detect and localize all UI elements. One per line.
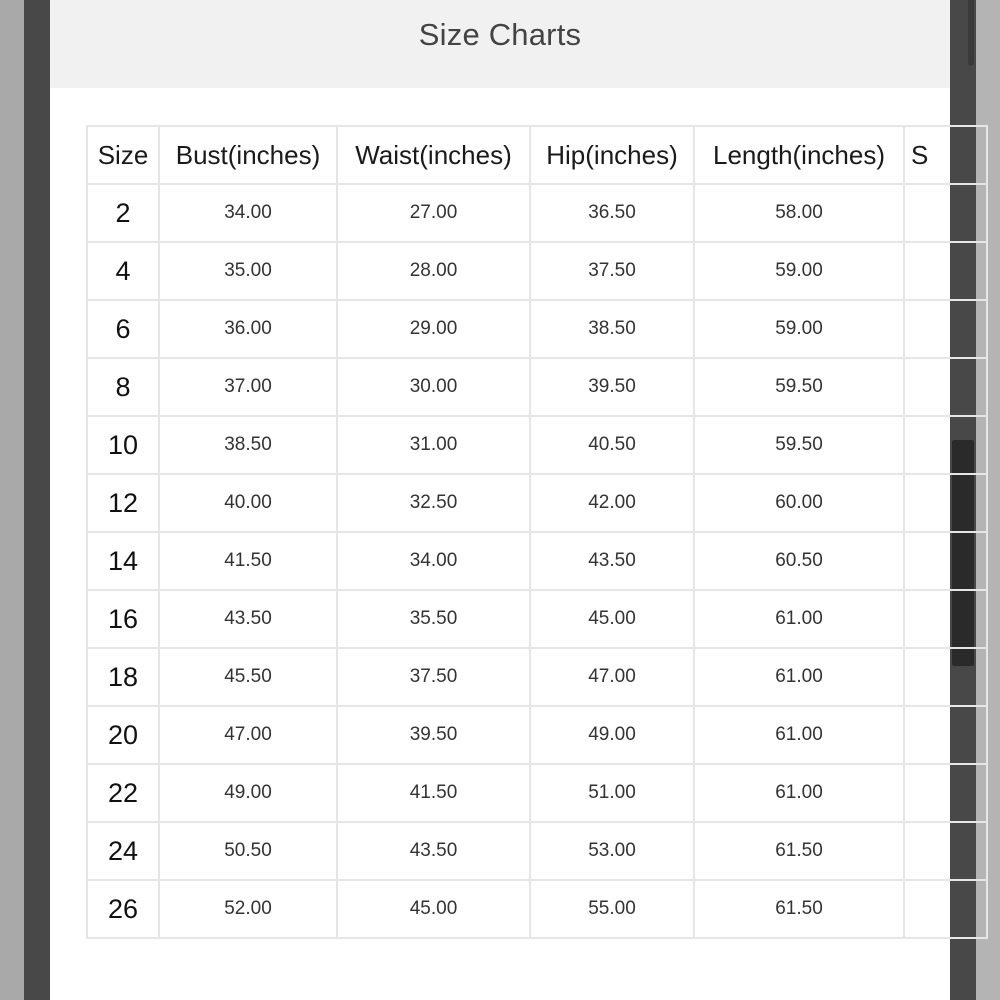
cell-hip: 47.00 <box>530 648 694 706</box>
cell-hip: 51.00 <box>530 764 694 822</box>
column-header-truncated: S <box>904 126 987 184</box>
cell-bust: 43.50 <box>159 590 337 648</box>
column-header-length: Length(inches) <box>694 126 904 184</box>
cell-length: 58.00 <box>694 184 904 242</box>
size-table-scroll-area[interactable] <box>86 125 929 965</box>
cell-bust: 34.00 <box>159 184 337 242</box>
cell-size: 26 <box>87 880 159 938</box>
cell-hip: 37.50 <box>530 242 694 300</box>
cell-length: 61.00 <box>694 590 904 648</box>
column-header-size: Size <box>87 126 159 184</box>
cell-bust: 52.00 <box>159 880 337 938</box>
table-row <box>87 764 987 822</box>
cell-hip: 49.00 <box>530 706 694 764</box>
cell-truncated <box>904 706 987 764</box>
cell-size: 20 <box>87 706 159 764</box>
cell-waist: 34.00 <box>337 532 530 590</box>
cell-length: 59.50 <box>694 358 904 416</box>
cell-size: 18 <box>87 648 159 706</box>
cell-bust: 40.00 <box>159 474 337 532</box>
table-row <box>87 880 987 938</box>
cell-truncated <box>904 416 987 474</box>
column-header-waist: Waist(inches) <box>337 126 530 184</box>
cell-truncated <box>904 358 987 416</box>
cell-bust: 45.50 <box>159 648 337 706</box>
modal-title: Size Charts <box>418 17 582 52</box>
table-row <box>87 590 987 648</box>
cell-bust: 35.00 <box>159 242 337 300</box>
cell-length: 60.00 <box>694 474 904 532</box>
column-header-bust: Bust(inches) <box>159 126 337 184</box>
cell-length: 61.00 <box>694 764 904 822</box>
page-backdrop-left <box>0 0 50 1000</box>
cell-bust: 49.00 <box>159 764 337 822</box>
table-header-row <box>87 126 987 184</box>
cell-hip: 40.50 <box>530 416 694 474</box>
cell-hip: 42.00 <box>530 474 694 532</box>
size-table <box>86 125 988 939</box>
cell-waist: 27.00 <box>337 184 530 242</box>
cell-waist: 43.50 <box>337 822 530 880</box>
cell-truncated <box>904 184 987 242</box>
cell-waist: 37.50 <box>337 648 530 706</box>
cell-length: 59.00 <box>694 300 904 358</box>
table-row <box>87 300 987 358</box>
cell-hip: 55.00 <box>530 880 694 938</box>
cell-size: 8 <box>87 358 159 416</box>
table-row <box>87 242 987 300</box>
table-row <box>87 532 987 590</box>
cell-length: 61.50 <box>694 822 904 880</box>
cell-size: 22 <box>87 764 159 822</box>
cell-length: 59.50 <box>694 416 904 474</box>
cell-waist: 39.50 <box>337 706 530 764</box>
column-header-hip: Hip(inches) <box>530 126 694 184</box>
cell-size: 10 <box>87 416 159 474</box>
cell-size: 14 <box>87 532 159 590</box>
cell-bust: 37.00 <box>159 358 337 416</box>
table-row <box>87 706 987 764</box>
cell-truncated <box>904 532 987 590</box>
cell-hip: 39.50 <box>530 358 694 416</box>
cell-length: 61.00 <box>694 706 904 764</box>
cell-size: 4 <box>87 242 159 300</box>
cell-truncated <box>904 590 987 648</box>
cell-bust: 47.00 <box>159 706 337 764</box>
cell-hip: 53.00 <box>530 822 694 880</box>
table-row <box>87 358 987 416</box>
cell-waist: 35.50 <box>337 590 530 648</box>
cell-size: 6 <box>87 300 159 358</box>
cell-truncated <box>904 242 987 300</box>
cell-hip: 36.50 <box>530 184 694 242</box>
cell-length: 61.50 <box>694 880 904 938</box>
backdrop-edge-mark <box>968 0 974 66</box>
modal-header <box>50 0 950 88</box>
cell-truncated <box>904 300 987 358</box>
cell-bust: 36.00 <box>159 300 337 358</box>
cell-truncated <box>904 764 987 822</box>
cell-bust: 50.50 <box>159 822 337 880</box>
cell-hip: 43.50 <box>530 532 694 590</box>
cell-waist: 29.00 <box>337 300 530 358</box>
table-row <box>87 822 987 880</box>
cell-truncated <box>904 822 987 880</box>
cell-truncated <box>904 648 987 706</box>
cell-waist: 41.50 <box>337 764 530 822</box>
cell-hip: 45.00 <box>530 590 694 648</box>
cell-truncated <box>904 474 987 532</box>
cell-waist: 32.50 <box>337 474 530 532</box>
cell-waist: 31.00 <box>337 416 530 474</box>
cell-waist: 30.00 <box>337 358 530 416</box>
cell-waist: 28.00 <box>337 242 530 300</box>
cell-length: 60.50 <box>694 532 904 590</box>
cell-bust: 38.50 <box>159 416 337 474</box>
cell-length: 59.00 <box>694 242 904 300</box>
cell-size: 12 <box>87 474 159 532</box>
table-row <box>87 474 987 532</box>
size-chart-modal <box>50 0 950 1000</box>
cell-size: 24 <box>87 822 159 880</box>
cell-hip: 38.50 <box>530 300 694 358</box>
cell-size: 16 <box>87 590 159 648</box>
table-row <box>87 648 987 706</box>
cell-bust: 41.50 <box>159 532 337 590</box>
cell-length: 61.00 <box>694 648 904 706</box>
cell-truncated <box>904 880 987 938</box>
cell-waist: 45.00 <box>337 880 530 938</box>
cell-size: 2 <box>87 184 159 242</box>
table-row <box>87 184 987 242</box>
table-row <box>87 416 987 474</box>
